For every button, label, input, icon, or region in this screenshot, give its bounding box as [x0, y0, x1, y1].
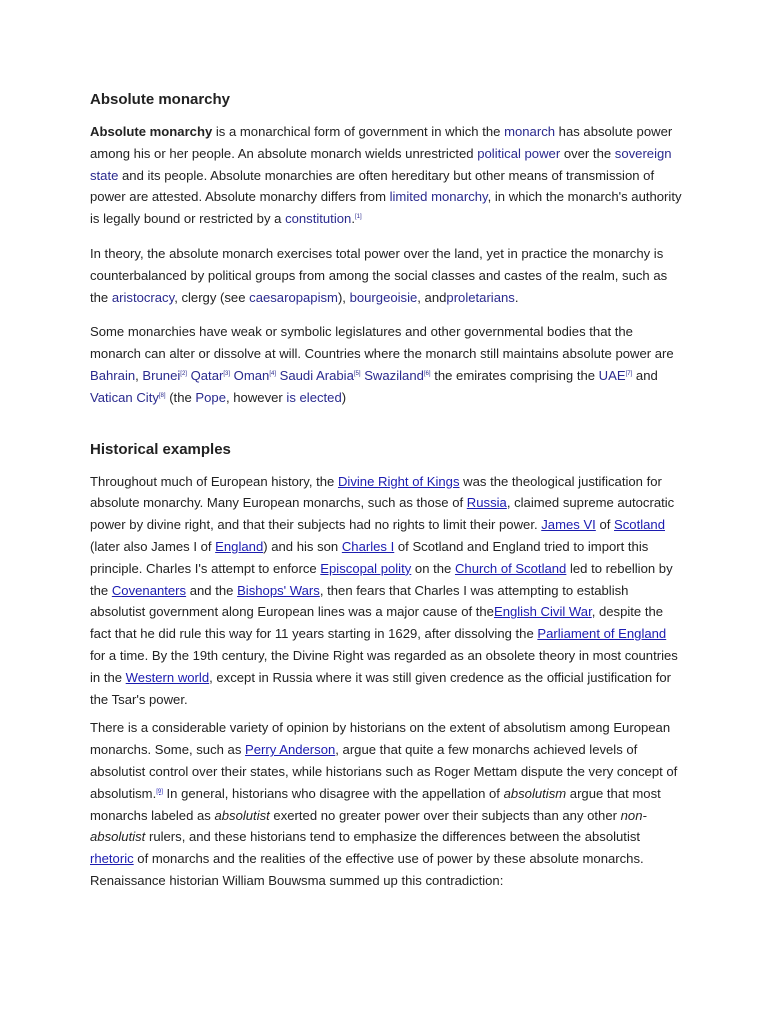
- text: has absolute power among his or her people. An absolute monarch wields unrestricted: [90, 124, 673, 161]
- text: .: [351, 211, 355, 227]
- text: There is a considerable variety of opinion by historians on the extent of absolutism among European monarchs. Some, such as: [90, 720, 671, 758]
- text: , clergy (see: [174, 289, 250, 305]
- text: (the: [165, 389, 196, 405]
- text: over the: [560, 145, 615, 161]
- text: exerted no greater power over their subjects than any other: [269, 807, 621, 823]
- text: (later also James I of: [90, 538, 216, 554]
- link-proletarians[interactable]: proletarians: [446, 289, 515, 305]
- section-heading-historical-examples: Historical examples: [90, 440, 231, 458]
- footnote-ref-8[interactable]: [8]: [158, 392, 166, 399]
- link-monarch[interactable]: monarch: [504, 124, 556, 139]
- text: of Scotland and England tried to import this principle. Charles I's attempt to enforce: [90, 538, 649, 576]
- text: , then fears that Charles I was attempting to establish absolutist government along European lines was a major cause of the: [90, 582, 629, 620]
- text: argue that most monarchs labeled as: [90, 785, 661, 823]
- link-caesaropapism[interactable]: caesaropapism: [249, 289, 338, 305]
- text: , argue that quite a few monarchs achieved levels of absolutist control over their states, while historians such as Roger Mettam dispute the very concept of absolutism.: [90, 742, 678, 801]
- link-english-civil-war[interactable]: English Civil War: [493, 604, 592, 620]
- footnote-ref-5[interactable]: [5]: [353, 370, 361, 377]
- text: , despite the fact that he did rule this way for 11 years starting in 1629, after dissolving the: [90, 604, 664, 642]
- link-qatar[interactable]: Qatar: [190, 367, 224, 383]
- text: ),: [337, 289, 350, 305]
- text: ,: [135, 367, 143, 383]
- footnote-ref-9[interactable]: [9]: [156, 788, 163, 795]
- link-vatican-city[interactable]: Vatican City: [90, 389, 159, 405]
- text: , claimed supreme autocratic power by divine right, and that their subjects had no rights to limit their power.: [90, 495, 675, 533]
- link-england[interactable]: England: [215, 538, 264, 554]
- link-james-vi[interactable]: James VI: [541, 517, 596, 533]
- link-pope[interactable]: Pope: [195, 389, 226, 405]
- paragraph-theory: [90, 243, 682, 308]
- link-episcopal-polity[interactable]: Episcopal polity: [320, 560, 412, 576]
- link-aristocracy[interactable]: aristocracy: [111, 289, 175, 305]
- text: the emirates comprising the: [430, 367, 599, 383]
- document-body: [90, 89, 682, 905]
- link-church-of-scotland[interactable]: Church of Scotland: [454, 560, 567, 576]
- link-brunei[interactable]: Brunei: [142, 367, 181, 383]
- link-divine-right-of-kings[interactable]: Divine Right of Kings: [337, 473, 460, 489]
- footnote-ref-3[interactable]: [3]: [223, 370, 231, 377]
- text: on the: [411, 560, 455, 576]
- link-is-elected[interactable]: is elected: [286, 389, 342, 405]
- text: In theory, the absolute monarch exercises total power over the land, yet in practice the monarchy is counterbalanced by political groups from among the social classes and castes of the realm, such as the: [90, 245, 668, 305]
- text: and its people. Absolute monarchies are often hereditary but other means of transmission of power are attested. Absolute monarchy differs from: [90, 167, 655, 205]
- link-bishops-wars[interactable]: Bishops' Wars: [237, 582, 320, 598]
- text: ): [341, 389, 347, 405]
- link-rhetoric[interactable]: rhetoric: [90, 851, 134, 867]
- link-sovereign-state[interactable]: sovereign state: [90, 145, 672, 183]
- link-parliament-of-england[interactable]: Parliament of England: [537, 626, 667, 642]
- text: and the: [186, 582, 238, 598]
- text: for a time. By the 19th century, the Divine Right was regarded as an obsolete theory in most countries in the: [90, 647, 678, 685]
- bold-term: Absolute monarchy: [90, 124, 213, 139]
- footnote-ref-6[interactable]: [6]: [423, 370, 431, 377]
- text: was the theological justification for absolute monarchy. Many European monarchs, such as those of: [90, 473, 662, 511]
- text: , in which the monarch's authority is legally bound or restricted by a: [90, 189, 682, 227]
- text: , except in Russia where it was still given credence as the official justification for the Tsar's power.: [90, 669, 672, 707]
- paragraph-divine-right: [90, 471, 682, 711]
- text: ) and his son: [263, 538, 342, 554]
- link-perry-anderson[interactable]: Perry Anderson: [245, 742, 336, 758]
- italic-term: absolutist: [214, 807, 270, 823]
- link-swaziland[interactable]: Swaziland: [364, 367, 424, 383]
- text: led to rebellion by the: [90, 560, 673, 598]
- link-bahrain[interactable]: Bahrain: [90, 367, 136, 383]
- text: Throughout much of European history, the: [90, 473, 338, 489]
- text: and: [632, 367, 658, 383]
- text: is a monarchical form of government in which the: [212, 124, 505, 139]
- link-russia[interactable]: Russia: [466, 495, 507, 511]
- italic-term: absolutism: [503, 785, 567, 801]
- link-political-power[interactable]: political power: [477, 145, 561, 161]
- text: of monarchs and the realities of the effective use of power by these absolute monarchs. Renaissance historian William Bouwsma summed up this contradiction:: [90, 851, 644, 888]
- text: of: [595, 517, 615, 533]
- text: In general, historians who disagree with the appellation of: [162, 785, 504, 801]
- link-constitution[interactable]: constitution: [285, 211, 352, 227]
- footnote-ref-2[interactable]: [2]: [180, 370, 187, 377]
- footnote-ref-7[interactable]: [7]: [625, 370, 633, 377]
- paragraph-historians: [90, 717, 682, 891]
- footnote-ref-1[interactable]: [1]: [354, 214, 362, 221]
- text: .: [514, 289, 519, 305]
- link-scotland[interactable]: Scotland: [614, 517, 665, 533]
- link-bourgeoisie[interactable]: bourgeoisie: [349, 289, 418, 305]
- link-limited-monarchy[interactable]: limited monarchy: [389, 189, 488, 205]
- text: , however: [226, 389, 287, 405]
- paragraph-countries: [90, 321, 682, 408]
- link-covenanters[interactable]: Covenanters: [111, 582, 187, 598]
- link-oman[interactable]: Oman: [233, 367, 270, 383]
- italic-term: non-absolutist: [90, 807, 647, 845]
- paragraph-definition: [90, 121, 682, 230]
- footnote-ref-4[interactable]: [4]: [269, 370, 276, 377]
- link-uae[interactable]: UAE: [598, 367, 626, 383]
- text: Some monarchies have weak or symbolic legislatures and other governmental bodies that the monarch can alter or dissolve at will. Countries where the monarch still maintains absolute power are: [90, 324, 674, 362]
- text: , and: [417, 289, 447, 305]
- link-western-world[interactable]: Western world: [125, 669, 210, 685]
- text: rulers, and these historians tend to emphasize the differences between the absolutist: [145, 829, 641, 845]
- link-saudi-arabia[interactable]: Saudi Arabia: [279, 367, 354, 383]
- link-charles-i[interactable]: Charles I: [341, 538, 395, 554]
- section-heading-absolute-monarchy: Absolute monarchy: [90, 91, 231, 108]
